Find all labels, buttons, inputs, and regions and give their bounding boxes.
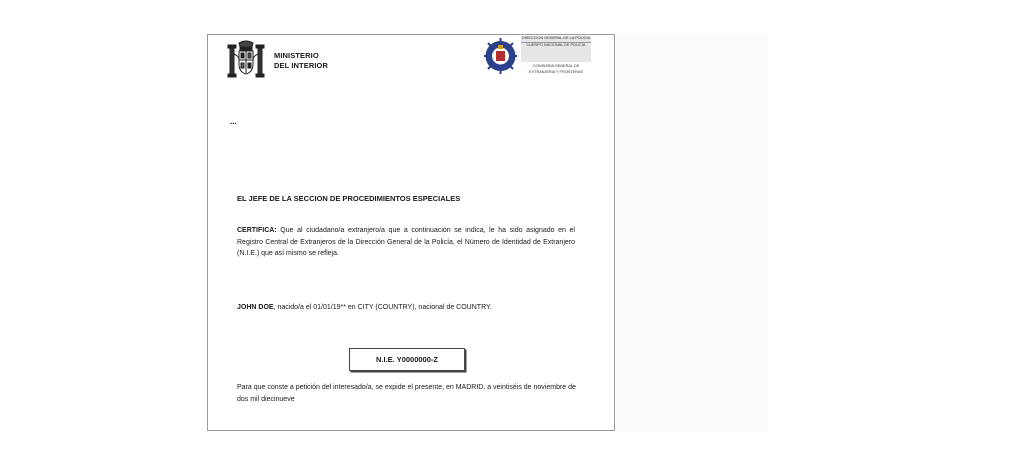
section-heading: EL JEFE DE LA SECCION DE PROCEDIMIENTOS ESPECIALES bbox=[237, 194, 461, 203]
person-name: JOHN DOE bbox=[237, 304, 274, 311]
spain-coat-of-arms-logo bbox=[227, 40, 265, 80]
person-details: , nacido/a el 01/01/19** en CITY (COUNTRY), nacional de COUNTRY. bbox=[273, 304, 492, 311]
ministry-title bbox=[274, 51, 328, 71]
certifica-label: CERTIFICA: bbox=[237, 227, 277, 234]
nie-number-box: N.I.E. Y0000000-Z bbox=[349, 348, 465, 371]
police-badge-logo bbox=[484, 37, 517, 75]
certifica-text: Que al ciudadano/a extranjero/a que a continuación se indica, le ha sido asignado en el Registro Central de Extranjeros de la Dirección General de la Policía, el Número de Identidad de Extranjero (N.I.E.) que así mismo se refleja. bbox=[237, 227, 575, 257]
comisaria-label: COMISARIA GENERAL DE EXTRANJERIA Y FRONTERAS bbox=[529, 64, 583, 74]
ministry-line-1: MINISTERIO bbox=[274, 51, 319, 60]
police-line-2: CUERPO NACIONAL DE POLICIA bbox=[526, 42, 586, 47]
police-directorate-box bbox=[521, 36, 591, 62]
police-line-1: DIRECCION GENERAL DE LA POLICIA bbox=[521, 36, 591, 43]
person-line bbox=[237, 304, 492, 311]
closing-paragraph: Para que conste a petición del interesado/a, se expide el presente, en MADRID, a veintiséis de noviembre de dos mil diecinueve bbox=[237, 384, 576, 403]
certifica-paragraph bbox=[237, 225, 575, 260]
background-panel bbox=[616, 34, 768, 432]
ministry-line-2: DEL INTERIOR bbox=[274, 61, 328, 70]
certificate-document bbox=[207, 34, 615, 431]
ellipsis-text: ... bbox=[230, 117, 237, 126]
